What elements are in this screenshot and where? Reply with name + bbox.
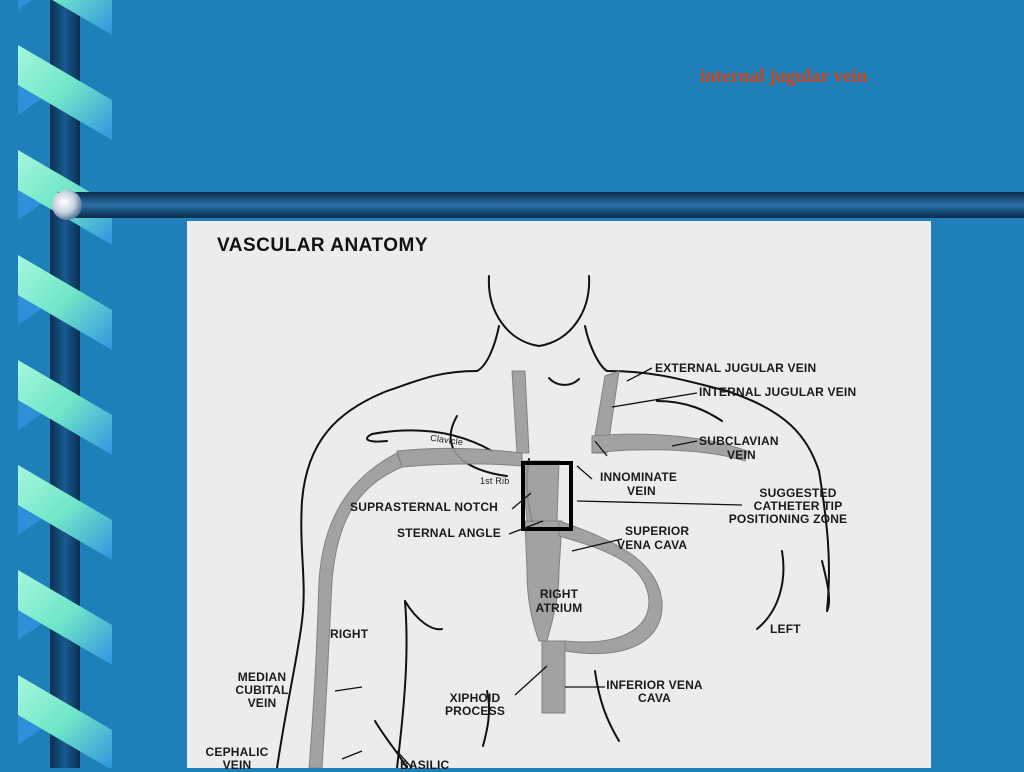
label-inferior-vena-cava-line2: CAVA — [637, 691, 672, 705]
label-left: LEFT — [770, 622, 801, 636]
label-innominate-vein-line1: INNOMINATE — [600, 470, 678, 484]
slide-title: internal jugular vein — [700, 66, 868, 87]
label-median-cubital-vein-line2: CUBITAL — [235, 683, 289, 697]
label-cephalic-vein-line1: CEPHALIC — [205, 745, 269, 759]
label-sternal-angle: STERNAL ANGLE — [397, 526, 501, 540]
label-inferior-vena-cava-line1: INFERIOR VENA — [606, 678, 703, 692]
label-first-rib: 1st Rib — [480, 476, 510, 486]
label-suggested-zone-line2: CATHETER TIP — [753, 499, 843, 513]
divider-bead — [52, 190, 82, 220]
label-innominate-vein-line2: VEIN — [627, 484, 656, 498]
label-median-cubital-vein-line1: MEDIAN — [237, 670, 287, 684]
label-subclavian-vein-line1: SUBCLAVIAN — [699, 434, 779, 448]
label-basilic: BASILIC — [400, 758, 450, 772]
figure-title: VASCULAR ANATOMY — [217, 235, 429, 256]
label-right-atrium-line1: RIGHT — [539, 587, 579, 601]
label-suggested-zone-line3: POSITIONING ZONE — [728, 512, 848, 526]
label-xiphoid-process-line1: XIPHOID — [449, 691, 501, 705]
label-cephalic-vein-line2: VEIN — [222, 758, 252, 772]
label-superior-vena-cava-line2: VENA CAVA — [617, 538, 688, 552]
label-subclavian-vein-line2: VEIN — [727, 448, 756, 462]
label-internal-jugular-vein: INTERNAL JUGULAR VEIN — [699, 385, 857, 399]
label-suprasternal-notch: SUPRASTERNAL NOTCH — [350, 500, 499, 514]
title-divider — [0, 0, 1024, 230]
label-right-atrium-line2: ATRIUM — [535, 601, 583, 615]
vascular-anatomy-figure — [187, 221, 931, 772]
label-median-cubital-vein-line3: VEIN — [247, 696, 277, 710]
label-external-jugular-vein: EXTERNAL JUGULAR VEIN — [655, 361, 817, 375]
label-suggested-zone-line1: SUGGESTED — [759, 486, 837, 500]
label-right: RIGHT — [330, 627, 369, 641]
label-xiphoid-process-line2: PROCESS — [444, 704, 506, 718]
label-clavicle: Clavicle — [429, 432, 464, 448]
label-superior-vena-cava-line1: SUPERIOR — [625, 524, 690, 538]
